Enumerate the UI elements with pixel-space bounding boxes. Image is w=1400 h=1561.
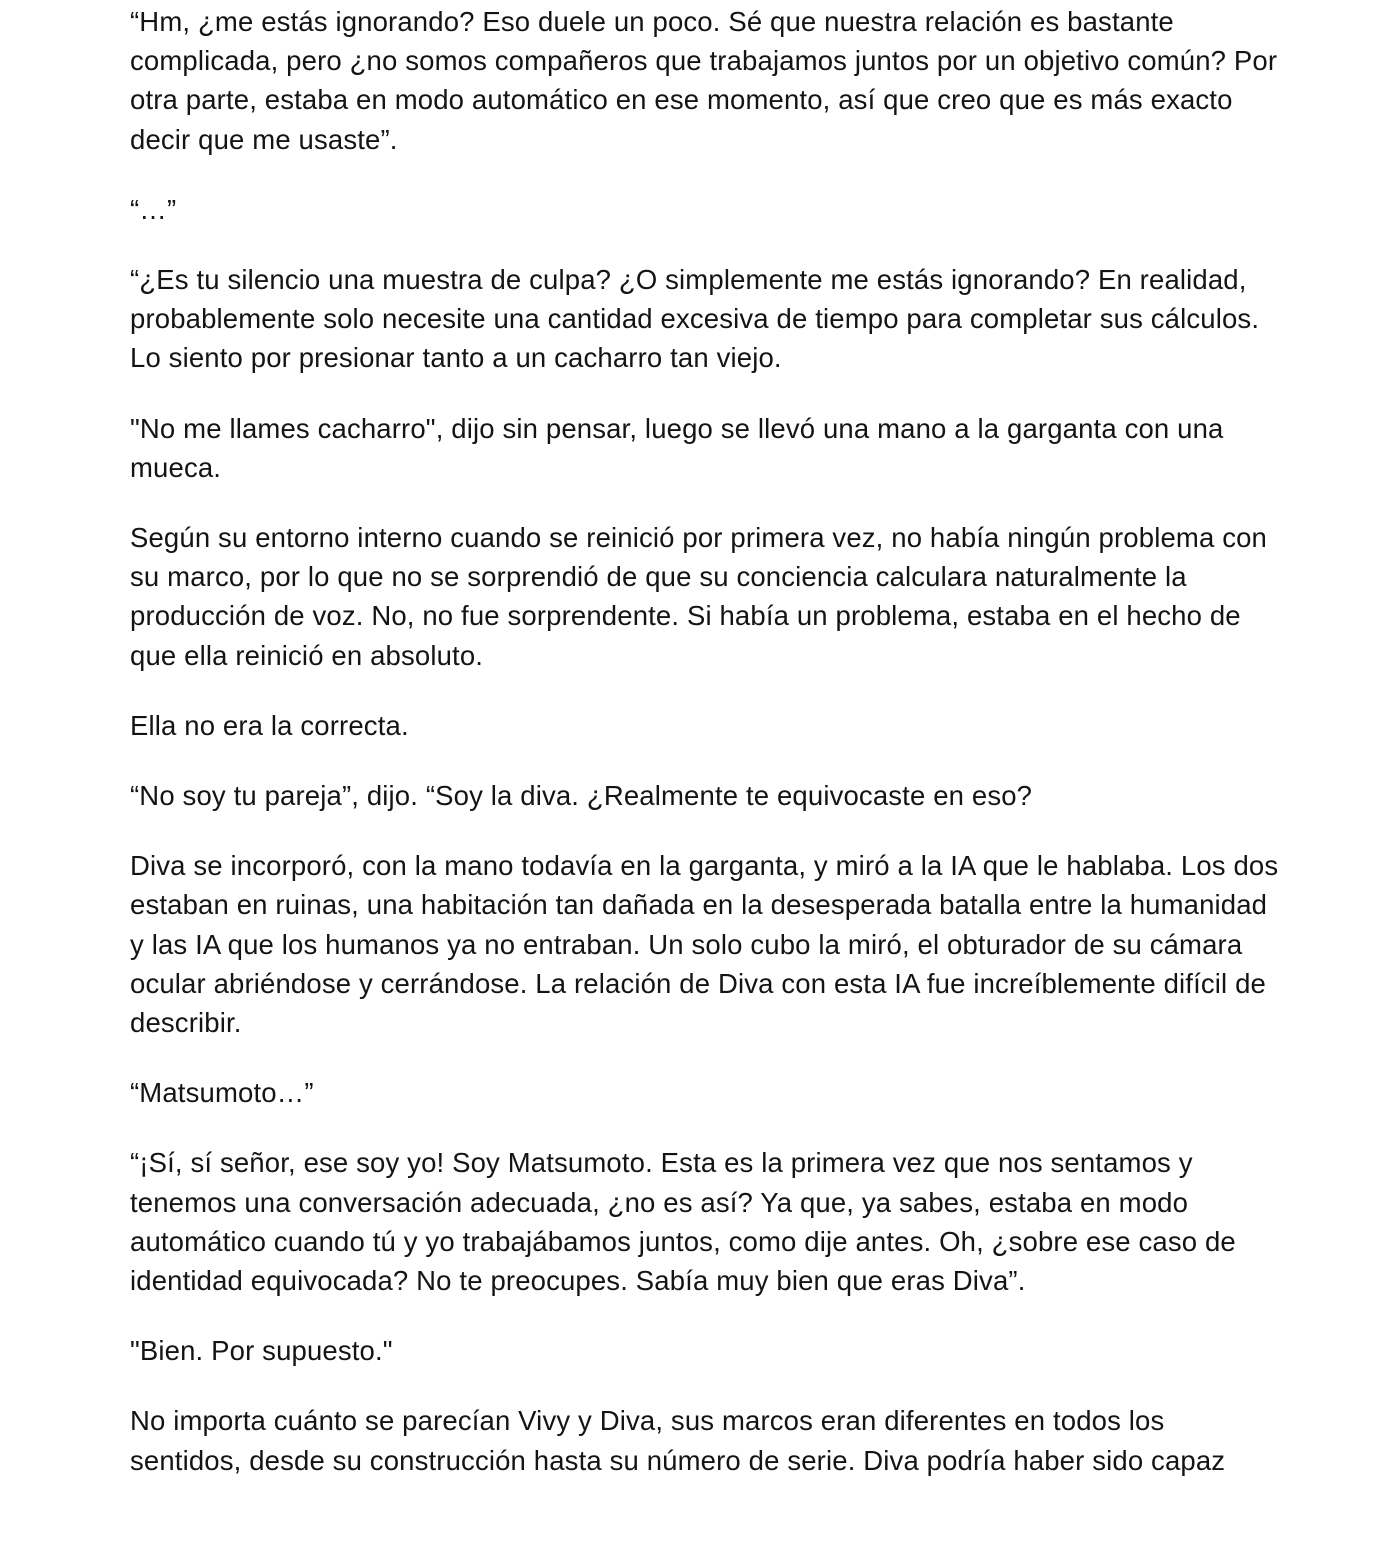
paragraph: "No me llames cacharro", dijo sin pensar, luego se llevó una mano a la garganta con una mueca. [130,412,1224,483]
paragraph: “No soy tu pareja”, dijo. “Soy la diva. ¿Realmente te equivocaste en eso? [130,780,1033,812]
paragraph: “¿Es tu silencio una muestra de culpa? ¿O simplemente me estás ignorando? En realidad, probablemente solo necesite una cantidad excesiva de tiempo para completar sus cálculos. Lo siento por presionar tanto a un cacharro tan viejo. [130,264,1260,374]
paragraph: Ella no era la correcta. [130,709,409,741]
paragraph: “Hm, ¿me estás ignorando? Eso duele un poco. Sé que nuestra relación es bastante complicada, pero ¿no somos compañeros que trabajamos juntos por un objetivo común? Por otra parte, estaba en modo automático en ese momento, así que creo que es más exacto decir que me usaste”. [130,6,1278,155]
paragraph: “¡Sí, sí señor, ese soy yo! Soy Matsumoto. Esta es la primera vez que nos sentamos y tenemos una conversación adecuada, ¿no es así? Ya que, ya sabes, estaba en modo automático cuando tú y yo trabajábamos juntos, como dije antes. Oh, ¿sobre ese caso de identidad equivocada? No te preocupes. Sabía muy bien que eras Diva”. [130,1147,1236,1297]
paragraph: Según su entorno interno cuando se reinició por primera vez, no había ningún problema con su marco, por lo que no se sorprendió de que su conciencia calculara naturalmente la producción de voz. No, no fue sorprendente. Si había un problema, estaba en el hecho de que ella reinició en absoluto. [130,522,1267,671]
paragraph: Diva se incorporó, con la mano todavía en la garganta, y miró a la IA que le hablaba. Los dos estaban en ruinas, una habitación tan dañada en la desesperada batalla entre la humanidad y las IA que los humanos ya no entraban. Un solo cubo la miró, el obturador de su cámara ocular abriéndose y cerrándose. La relación de Diva con esta IA fue increíblemente difícil de describir. [130,850,1279,1039]
paragraph: “…” [130,193,177,225]
paragraph: "Bien. Por supuesto." [130,1335,393,1367]
paragraph: No importa cuánto se parecían Vivy y Diva, sus marcos eran diferentes en todos los sentidos, desde su construcción hasta su número de serie. Diva podría haber sido capaz [130,1405,1226,1476]
paragraph: “Matsumoto…” [130,1077,314,1109]
document-body [130,2,1280,1511]
